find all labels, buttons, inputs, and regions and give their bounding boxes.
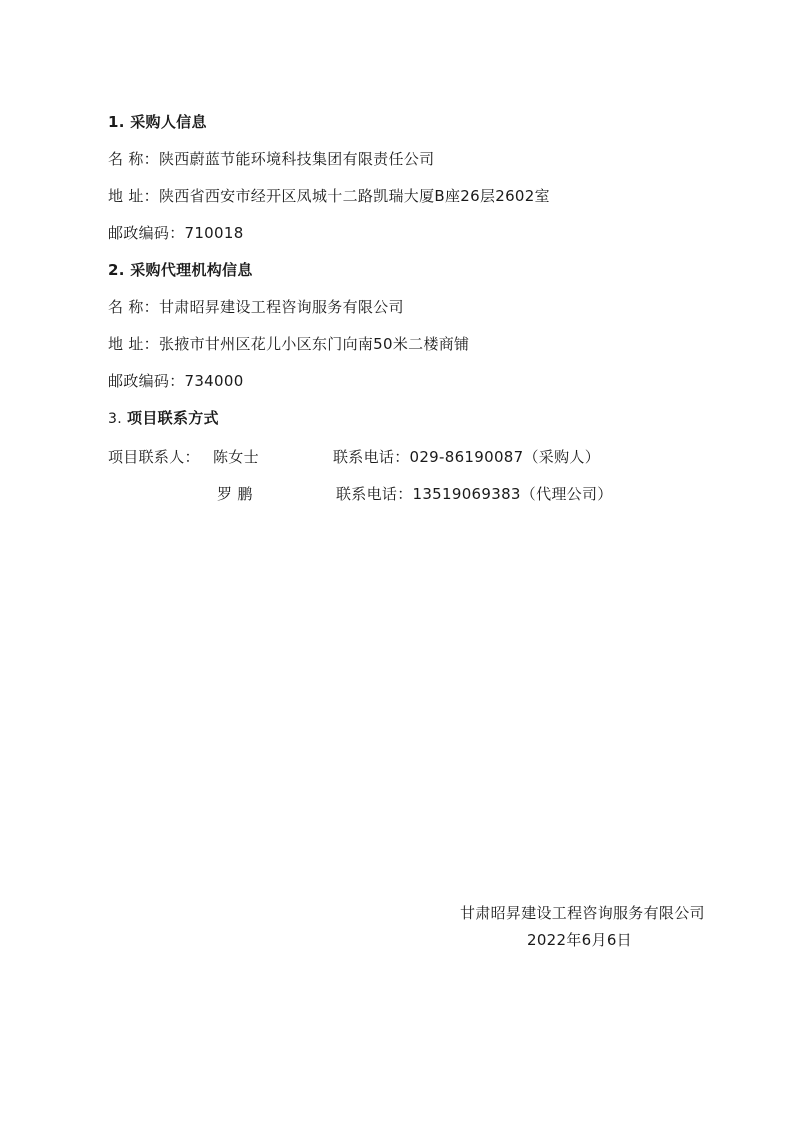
section3-heading [108, 408, 219, 429]
agency-postcode: 邮政编码：734000 [108, 372, 244, 390]
signature-date: 2022年6月6日 [527, 931, 632, 949]
section1-heading: 1. 采购人信息 [108, 113, 207, 131]
signature-company: 甘肃昭昇建设工程咨询服务有限公司 [460, 904, 705, 922]
agency-name: 名 称：甘肃昭昇建设工程咨询服务有限公司 [108, 298, 404, 316]
contact2-phone: 联系电话：13519069383（代理公司） [336, 485, 613, 503]
section3-heading-text: 项目联系方式 [127, 409, 219, 427]
purchaser-address: 地 址：陕西省西安市经开区凤城十二路凯瑞大厦B座26层2602室 [108, 187, 550, 205]
contact2-name: 罗 鹏 [217, 485, 253, 503]
contact1-name: 陈女士 [213, 448, 259, 466]
agency-address: 地 址：张掖市甘州区花儿小区东门向南50米二楼商铺 [108, 335, 470, 353]
purchaser-postcode: 邮政编码：710018 [108, 224, 244, 242]
contact1-phone: 联系电话：029-86190087（采购人） [333, 448, 600, 466]
section2-heading: 2. 采购代理机构信息 [108, 261, 253, 279]
purchaser-name: 名 称：陕西蔚蓝节能环境科技集团有限责任公司 [108, 150, 435, 168]
contact-label: 项目联系人： [108, 448, 200, 466]
section3-heading-number: 3. [108, 411, 122, 427]
